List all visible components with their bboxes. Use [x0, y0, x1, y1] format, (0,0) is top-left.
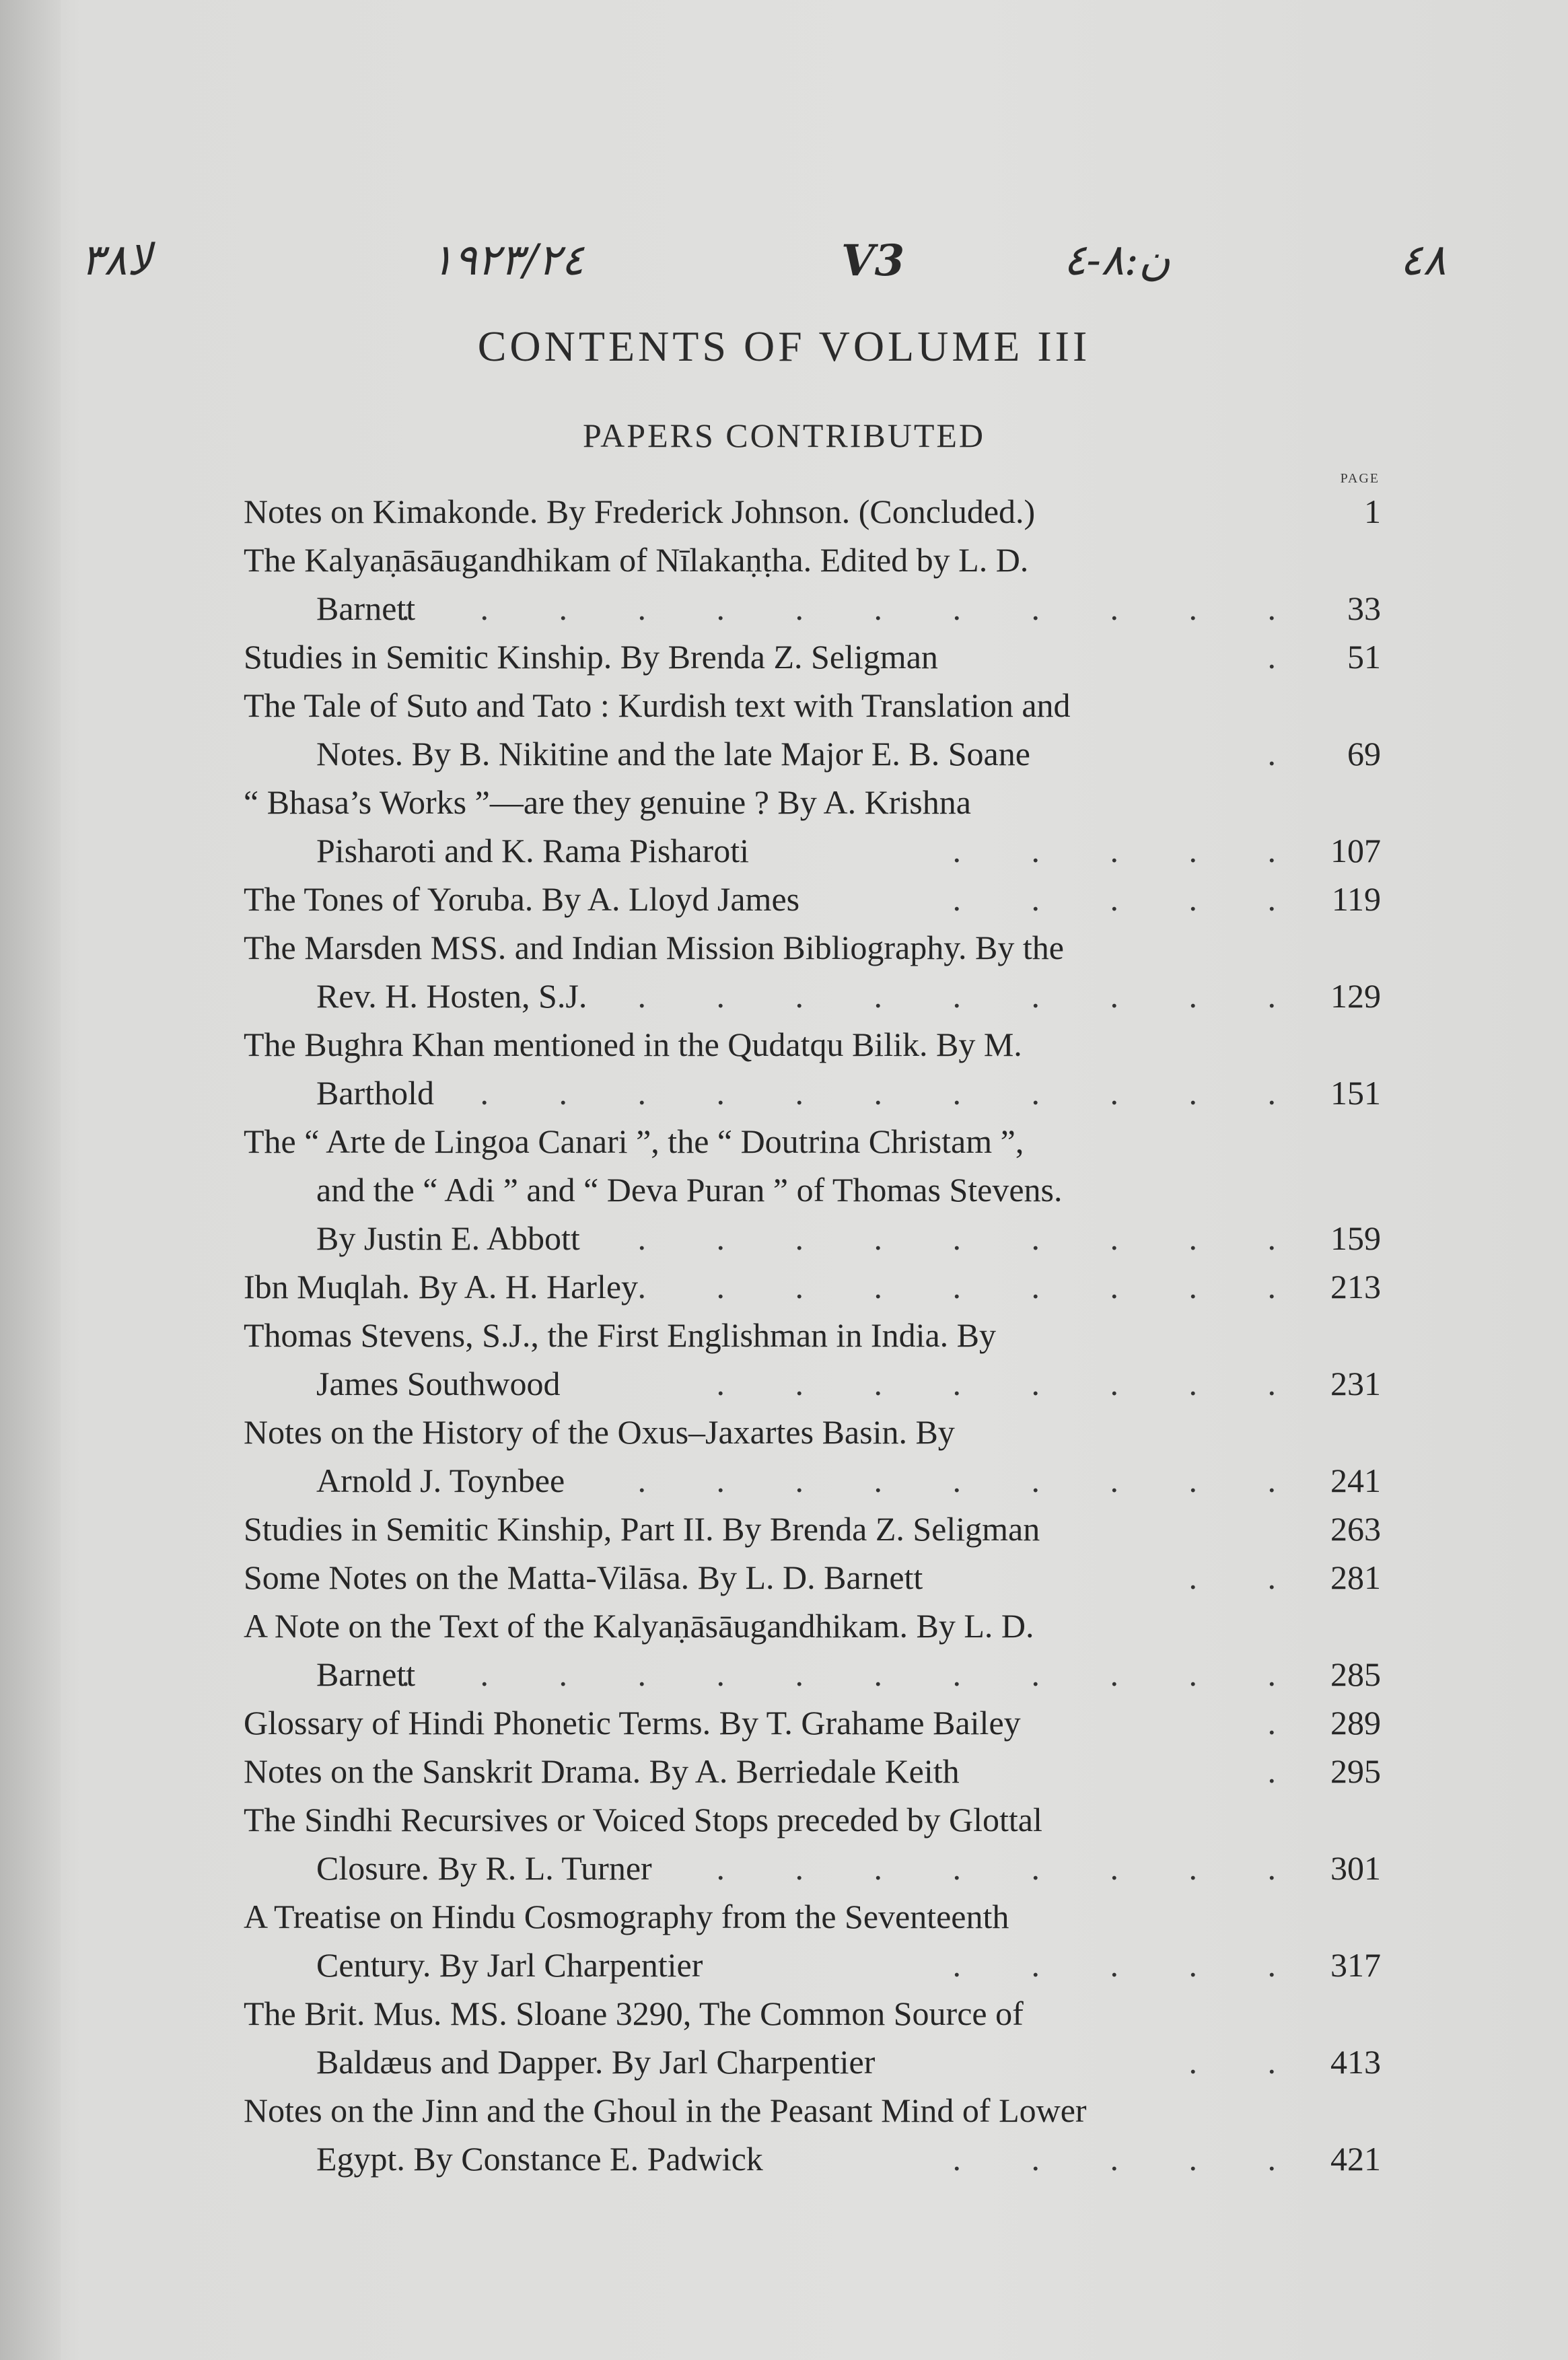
toc-line	[244, 778, 1381, 826]
page-number: 285	[1330, 1655, 1381, 1693]
toc-line	[244, 1892, 1381, 1941]
page-number: 231	[1330, 1365, 1381, 1402]
toc-line	[244, 1311, 1381, 1359]
page-number: 241	[1330, 1462, 1381, 1499]
dot-leader: .	[1267, 1704, 1307, 1742]
entry-text: Pisharoti and K. Rama Pisharoti	[316, 832, 749, 869]
dot-leader: . . . . .	[952, 2140, 1307, 2178]
toc-line	[244, 1020, 1381, 1069]
page-number: 301	[1330, 1849, 1381, 1887]
section-subtitle: PAPERS CONTRIBUTED	[582, 417, 986, 454]
toc-line	[244, 1456, 1381, 1505]
dot-leader: . . . . . . . .	[716, 1849, 1307, 1887]
dot-leader: . . . . . . . . . . . .	[401, 589, 1307, 627]
toc-line	[244, 1262, 1381, 1311]
toc-entry	[244, 1699, 1381, 1747]
dot-leader: . . . . . . . . .	[637, 1462, 1307, 1499]
dot-leader: .	[1267, 638, 1307, 676]
entry-text: The Tones of Yoruba. By A. Lloyd James	[244, 880, 800, 918]
entry-text: Glossary of Hindi Phonetic Terms. By T. Grahame Bailey	[244, 1704, 1021, 1742]
handwritten-note-1: ﻻ٣٨	[81, 236, 152, 285]
toc-line	[244, 536, 1381, 584]
entry-text: The “ Arte de Lingoa Canari ”, the “ Doutrina Christam ”,	[244, 1122, 1024, 1160]
entry-text: and the “ Adi ” and “ Deva Puran ” of Thomas Stevens.	[316, 1171, 1063, 1209]
toc-line	[244, 1069, 1381, 1117]
page-number: 69	[1347, 735, 1381, 773]
dot-leader: . . . . . . . . .	[637, 977, 1307, 1015]
toc-line	[244, 826, 1381, 875]
entry-text: “ Bhasa’s Works ”—are they genuine ? By A. Krishna	[244, 783, 971, 821]
toc-line	[244, 681, 1381, 729]
entry-text: A Note on the Text of the Kalyaṇāsāugandhikam. By L. D.	[244, 1607, 1034, 1645]
entry-text: Thomas Stevens, S.J., the First Englishman in India. By	[244, 1316, 997, 1354]
entry-text: Rev. H. Hosten, S.J.	[316, 977, 587, 1015]
page-number: 151	[1330, 1074, 1381, 1112]
page-number: 317	[1330, 1946, 1381, 1984]
toc-line	[244, 2135, 1381, 2183]
toc-line	[244, 1408, 1381, 1456]
page-number: 289	[1330, 1704, 1381, 1742]
dot-leader: . . . . .	[952, 880, 1307, 918]
toc-entry	[244, 487, 1381, 536]
page-number: 413	[1330, 2043, 1381, 2081]
toc-line	[244, 584, 1381, 633]
page-number: 281	[1330, 1559, 1381, 1596]
dot-leader: .	[1267, 1752, 1307, 1790]
toc-line	[244, 1359, 1381, 1408]
entry-text: The Sindhi Recursives or Voiced Stops preceded by Glottal	[244, 1801, 1042, 1838]
toc-line	[244, 1989, 1381, 2038]
entry-text: Notes on the History of the Oxus–Jaxartes Basin. By	[244, 1413, 955, 1451]
handwritten-note-3: V3	[841, 236, 905, 286]
toc-line	[244, 2086, 1381, 2135]
toc-entry	[244, 923, 1381, 1020]
toc-line	[244, 1505, 1381, 1553]
page-number: 1	[1364, 493, 1381, 530]
table-of-contents	[244, 487, 1381, 2183]
entry-text: Baldæus and Dapper. By Jarl Charpentier	[316, 2043, 876, 2081]
toc-line	[244, 972, 1381, 1020]
page-number: 421	[1330, 2140, 1381, 2178]
entry-text: Some Notes on the Matta-Vilāsa. By L. D. Barnett	[244, 1559, 923, 1596]
page-number: 213	[1330, 1268, 1381, 1306]
entry-text: Barthold	[316, 1074, 434, 1112]
toc-line	[244, 1747, 1381, 1795]
toc-entry	[244, 633, 1381, 681]
toc-line	[244, 633, 1381, 681]
page-number: 129	[1330, 977, 1381, 1015]
entry-text: By Justin E. Abbott	[316, 1219, 580, 1257]
entry-text: Egypt. By Constance E. Padwick	[316, 2140, 763, 2178]
entry-text: The Kalyaṇāsāugandhikam of Nīlakaṇṭha. Edited by L. D.	[244, 541, 1029, 579]
entry-text: Studies in Semitic Kinship, Part II. By Brenda Z. Seligman	[244, 1510, 1040, 1548]
toc-line	[244, 923, 1381, 972]
toc-entry	[244, 1747, 1381, 1795]
toc-entry	[244, 1795, 1381, 1892]
toc-entry	[244, 875, 1381, 923]
entry-text: Studies in Semitic Kinship. By Brenda Z. Seligman	[244, 638, 938, 676]
dot-leader: . . . . .	[952, 1946, 1307, 1984]
toc-entry	[244, 1262, 1381, 1311]
entry-text: The Tale of Suto and Tato : Kurdish text with Translation and	[244, 686, 1071, 724]
entry-text: Notes. By B. Nikitine and the late Major E. B. Soane	[316, 735, 1030, 773]
toc-line	[244, 1553, 1381, 1602]
toc-entry	[244, 1311, 1381, 1408]
entry-text: The Brit. Mus. MS. Sloane 3290, The Common Source of	[244, 1995, 1024, 2032]
page-number: 159	[1330, 1219, 1381, 1257]
page-number: 263	[1330, 1510, 1381, 1548]
dot-leader: . . . . . . . .	[716, 1365, 1307, 1402]
toc-line	[244, 1795, 1381, 1844]
toc-entry	[244, 1892, 1381, 1989]
toc-line	[244, 1650, 1381, 1699]
dot-leader: . .	[1188, 1559, 1307, 1596]
entry-text: Notes on the Sanskrit Drama. By A. Berriedale Keith	[244, 1752, 960, 1790]
dot-leader: . . . . . . . . . . .	[480, 1074, 1307, 1112]
entry-text: A Treatise on Hindu Cosmography from the Seventeenth	[244, 1898, 1009, 1935]
page-column-label: PAGE	[1340, 471, 1380, 486]
toc-entry	[244, 1553, 1381, 1602]
toc-entry	[244, 1505, 1381, 1553]
page-number: 119	[1331, 880, 1381, 918]
toc-line	[244, 1214, 1381, 1262]
dot-leader: . . . . . . . . .	[637, 1219, 1307, 1257]
handwritten-note-5: ٤٨	[1400, 236, 1446, 285]
dot-leader: . . . . .	[952, 832, 1307, 869]
toc-line	[244, 875, 1381, 923]
dot-leader: . . . . . . . . .	[637, 1268, 1307, 1306]
toc-entry	[244, 1408, 1381, 1505]
toc-line	[244, 487, 1381, 536]
toc-line	[244, 1602, 1381, 1650]
toc-line	[244, 2038, 1381, 2086]
toc-entry	[244, 2086, 1381, 2183]
toc-line	[244, 1844, 1381, 1892]
toc-line	[244, 1941, 1381, 1989]
entry-text: Barnett	[316, 589, 416, 627]
handwritten-note-2: ١٩٢٣/٢٤	[431, 236, 584, 285]
toc-line	[244, 1166, 1381, 1214]
toc-entry	[244, 1602, 1381, 1699]
toc-entry	[244, 1989, 1381, 2086]
toc-line	[244, 1117, 1381, 1166]
toc-entry	[244, 536, 1381, 633]
page-number: 107	[1330, 832, 1381, 869]
toc-entry	[244, 778, 1381, 875]
page-title: CONTENTS OF VOLUME III	[477, 322, 1091, 370]
toc-entry	[244, 1020, 1381, 1117]
toc-entry	[244, 681, 1381, 778]
entry-text: The Bughra Khan mentioned in the Qudatqu Bilik. By M.	[244, 1026, 1022, 1063]
entry-text: Notes on Kimakonde. By Frederick Johnson. (Concluded.)	[244, 493, 1036, 530]
handwritten-annotation	[81, 236, 1501, 310]
entry-text: James Southwood	[316, 1365, 561, 1402]
entry-text: Ibn Muqlah. By A. H. Harley	[244, 1268, 639, 1306]
dot-leader: . .	[1188, 2043, 1307, 2081]
toc-line	[244, 1699, 1381, 1747]
entry-text: Century. By Jarl Charpentier	[316, 1946, 703, 1984]
toc-line	[244, 729, 1381, 778]
page-number: 33	[1347, 589, 1381, 627]
entry-text: Arnold J. Toynbee	[316, 1462, 565, 1499]
entry-text: Notes on the Jinn and the Ghoul in the Peasant Mind of Lower	[244, 2091, 1087, 2129]
dot-leader: . . . . . . . . . . . .	[401, 1655, 1307, 1693]
page-number: 51	[1347, 638, 1381, 676]
entry-text: Barnett	[316, 1655, 416, 1693]
entry-text: The Marsden MSS. and Indian Mission Bibliography. By the	[244, 929, 1064, 966]
entry-text: Closure. By R. L. Turner	[316, 1849, 652, 1887]
dot-leader: .	[1267, 735, 1307, 773]
handwritten-note-4: ن:٨-٤	[1063, 236, 1170, 285]
toc-entry	[244, 1117, 1381, 1262]
page-number: 295	[1330, 1752, 1381, 1790]
